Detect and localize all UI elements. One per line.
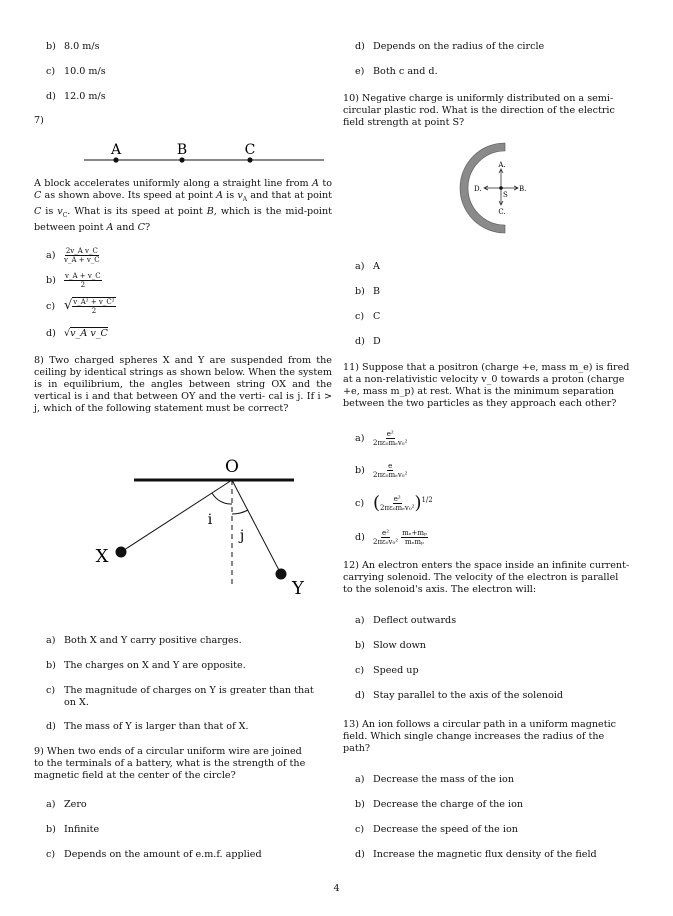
q6-option-b: b) 8.0 m/s [46,41,100,52]
q10-line3: field strength at point S? [343,117,465,128]
q13-line2: field. Which single change increases the radius of the [343,731,605,742]
q12-option-c: c) Speed up [355,665,419,676]
q12-option-d: d) Stay parallel to the axis of the solenoid [355,690,564,701]
q11-line2: at a non-relativistic velocity v_0 towards a proton (charge [343,374,625,385]
q13-option-c: c) Decrease the speed of the ion [355,824,518,835]
q12-option-b: b) Slow down [355,640,426,651]
q7-option-c: c) √ $\frac{\text{v\_A² + v\_C²}}{2}$ [46,298,115,315]
q8-pendulum-diagram [84,452,324,602]
q12-line3: to the solenoid's axis. The electron will: [343,584,537,595]
q8-option-d: d) The mass of Y is larger than that of X. [46,721,249,732]
q9-option-a: a) Zero [46,799,87,810]
direction-d-label: D. [474,185,482,193]
q10-option-b: b) B [355,286,381,297]
q13-option-a: a) Decrease the mass of the ion [355,774,515,785]
q10-line1: 10) Negative charge is uniformly distributed on a semi- [343,93,614,104]
q11-option-c: c) ( $\frac{\text{e²}}{\text{2πε₀mₑv₀²}}$ )$^{1/2}$ [355,492,433,514]
sphere-x-label: X [95,546,109,567]
angle-i-label: i [207,512,213,528]
q8-option-c-cont: on X. [64,697,89,708]
q6-option-d: d) 12.0 m/s [46,91,106,102]
direction-c-label: C. [498,208,506,216]
point-c-label: C [244,142,256,158]
q11-line1: 11) Suppose that a positron (charge +e, mass m_e) is fired [343,362,630,373]
q7-number: 7) [34,115,44,126]
q10-option-c: c) C [355,311,381,322]
q9-line2: to the terminals of a battery, what is the strength of the [34,758,306,769]
sphere-y-label: Y [292,578,304,599]
q13-option-b: b) Decrease the charge of the ion [355,799,524,810]
angle-j-label: j [239,528,245,544]
q9-option-b: b) Infinite [46,824,100,835]
q11-option-d: d) $\frac{\text{e²}}{\text{2πε₀v₀²}}$ $\frac{\text{mₑ+mₚ}}{\text{mₑmₚ}}$ [355,529,427,546]
q9-option-d: d) Depends on the radius of the circle [355,41,545,52]
q11-line4: between the two particles as they approach each other? [343,398,617,409]
q10-line2: circular plastic rod. What is the direction of the electric [343,105,615,116]
direction-a-label: A. [498,161,506,169]
q8-option-c: c) The magnitude of charges on Y is greater than that [46,685,314,696]
page-number: 4 [333,883,340,894]
q10-option-d: d) D [355,336,381,347]
q6-option-c: c) 10.0 m/s [46,66,106,77]
direction-b-label: B. [519,185,527,193]
q9-line3: magnetic field at the center of the circle? [34,770,236,781]
q13-option-d: d) Increase the magnetic flux density of the field [355,849,597,860]
q7-option-d: d) √v_A v_C [46,328,108,339]
q11-option-a: a) $\frac{\text{e²}}{\text{2πε₀mₑv₀²}}$ [355,430,408,447]
q10-semicircle-diagram [455,140,555,236]
q12-option-a: a) Deflect outwards [355,615,457,626]
q9-line1: 9) When two ends of a circular uniform wire are joined [34,746,302,757]
q8-option-b: b) The charges on X and Y are opposite. [46,660,246,671]
q9-option-c: c) Depends on the amount of e.m.f. applied [46,849,262,860]
point-b-label: B [176,142,188,158]
q7-option-b: b) $\frac{v\_A + v\_C}{2}$ [46,272,101,289]
q9-option-e: e) Both c and d. [355,66,438,77]
q11-line3: +e, mass m_p) at rest. What is the minimum separation [343,386,615,397]
q7-text: A block accelerates uniformly along a straight line from A to C as shown above. Its speed at point A is $v_A$ and that at point C is $v_C$. What is its speed at point B, which is the mid-point between point A and C? [34,178,333,233]
q11-option-b: b) $\frac{e}{\text{2πε₀mₑv₀²}}$ [355,462,408,479]
point-a-label: A [110,142,122,158]
q7-line-diagram [74,138,334,168]
q8-text: 8) Two charged spheres X and Y are suspended from the ceiling by identical strings as shown below. When the system is in equilibrium, the angles between string OX and the vertical is i and that between OY and the verti- cal is j. If i > j, which of the following statement must be correct? [34,355,332,414]
point-s-label: S [503,191,508,199]
q12-line2: carrying solenoid. The velocity of the electron is parallel [343,572,619,583]
q13-line1: 13) An ion follows a circular path in a uniform magnetic [343,719,617,730]
q10-option-a: a) A [355,261,380,272]
pivot-o-label: O [225,457,239,477]
q12-line1: 12) An electron enters the space inside an infinite current- [343,560,630,571]
q8-option-a: a) Both X and Y carry positive charges. [46,635,242,646]
q13-line3: path? [343,743,371,754]
q7-option-a: a) $\frac{\text{2v\_A v\_C}}{v\_A + v\_C}$ [46,247,100,264]
